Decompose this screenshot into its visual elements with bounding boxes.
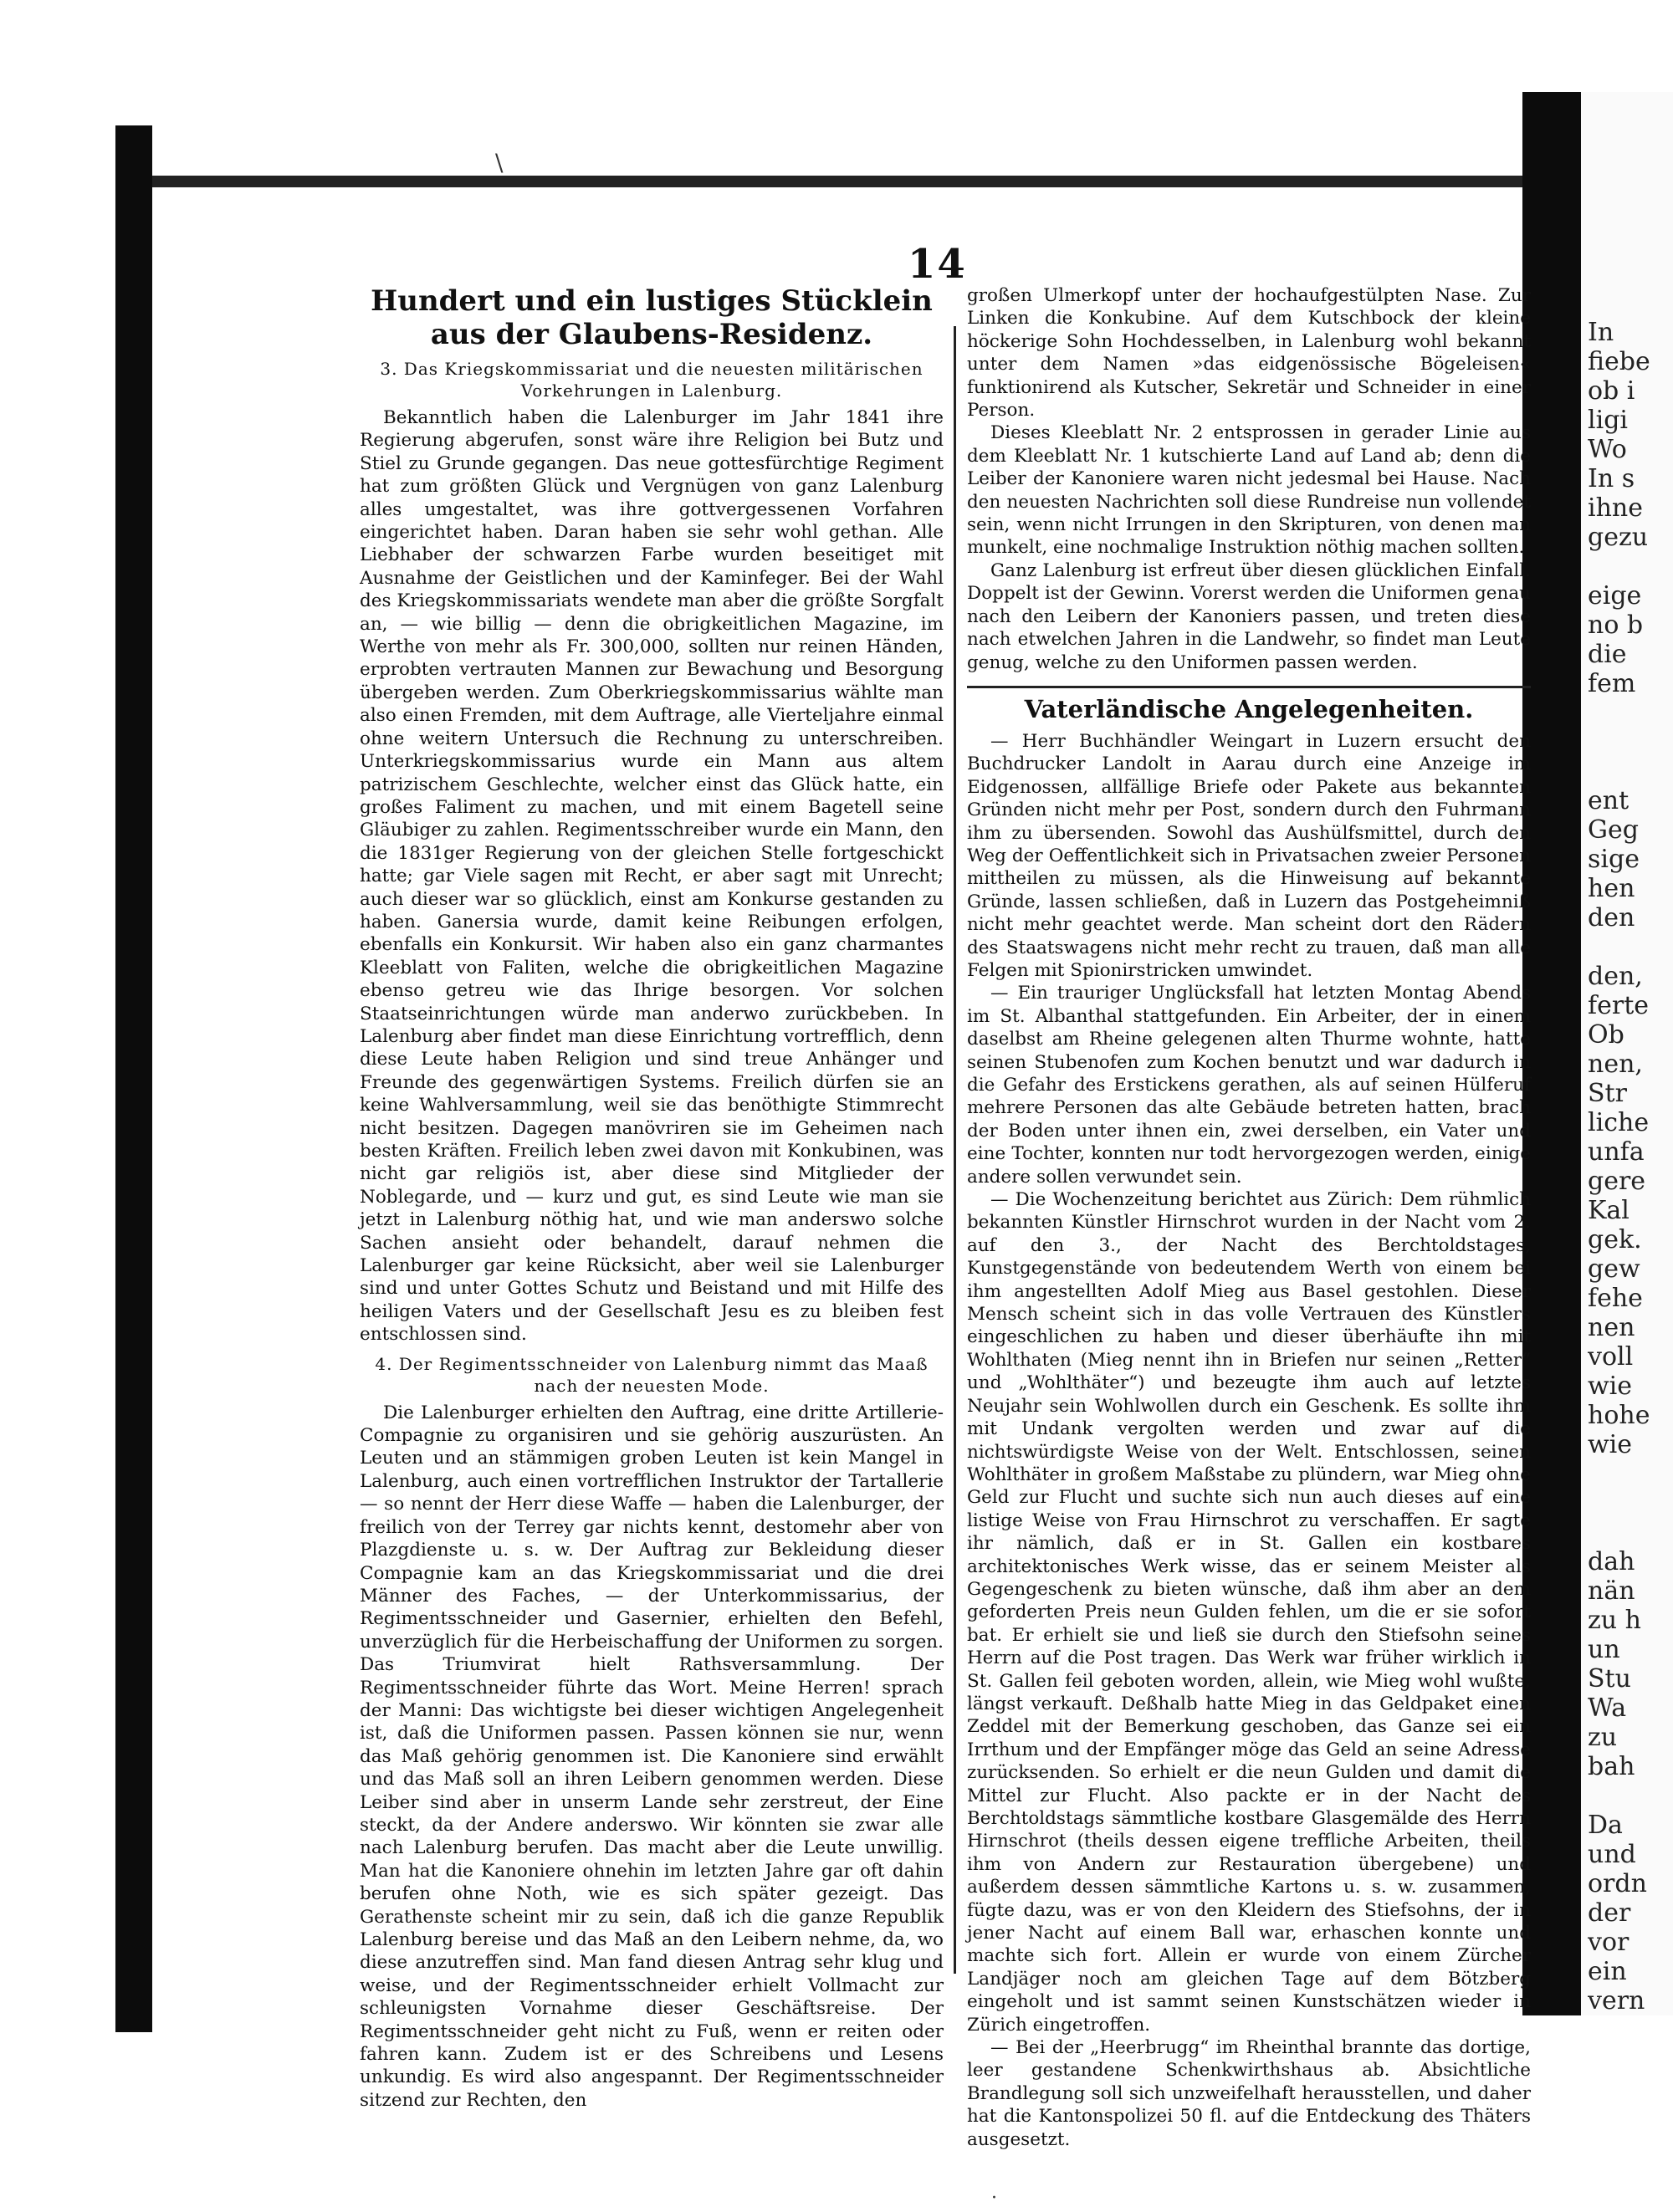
- bleed-through-text: In fiebe ob i ligi Wo In s ihne gezu eige no b die fem ent Geg sige hen den den, ferte Ob nen, Str liche unfa gere Kal gek. gew fehe nen voll wie hohe wie dah nän zu h un Stu Wa zu bah Da und ordn der vor ein vern: [1588, 318, 1650, 2015]
- column-divider: [954, 326, 956, 1974]
- continuation-paragraph-3: Ganz Lalenburg ist erfreut über diesen glücklichen Einfall. Doppelt ist der Gewinn. Vorerst werden die Uniformen genau nach den Leibern der Kanoniers passen, und treten diese nach etwelchen Jahren in die Landwehr, so findet man Leute genug, welche zu den Uniformen passen werden.: [967, 559, 1531, 673]
- news-item-4: — Bei der „Heerbrugg“ im Rheinthal brannte das dortige, leer gestandene Schenkwirthshaus ab. Absichtliche Brandlegung soll sich unzweifelhaft herausstellen, und daher hat die Kantonspolizei 50 fl. auf die Entdeckung des Thäters ausgesetzt.: [967, 2037, 1531, 2150]
- section-heading-vaterlaendische: Vaterländische Angelegenheiten.: [967, 686, 1531, 723]
- continuation-paragraph-1: großen Ulmerkopf unter der hochaufgestülpten Nase. Zur Linken die Konkubine. Auf dem Kutschbock der kleine höckerige Sohn Hochdesselben, in Lalenburg wohl bekannt unter dem Namen »das eidgenössische Bögeleisen« funktionirend als Kutscher, Sekretär und Schneider in einer Person.: [967, 285, 1531, 421]
- scan-edge-left: [115, 125, 152, 2032]
- right-column: [967, 284, 1531, 2151]
- section-3-heading: 3. Das Kriegskommissariat und die neuesten militärischen Vorkehrungen in Lalenburg.: [380, 359, 923, 401]
- news-item-3: — Die Wochenzeitung berichtet aus Zürich: Dem rühmlich bekannten Künstler Hirnschrot wurden in der Nacht vom 2. auf den 3., der Nacht des Berchtoldstages, Kunstgegenstände von bedeutendem Werth von einem bei ihm angestellten Adolf Mieg aus Basel gestohlen. Dieser Mensch scheint sich in das volle Vertrauen des Künstlers eingeschlichen zu haben und dieser überhäufte ihn mit Wohlthaten (Mieg nennt ihn in Briefen nur seinen „Retter“ und „Wohlthäter“) und bezeugte ihm auch auf letztes Neujahr sein Wohlwollen durch ein Geschenk. Es sollte ihm mit Undank vergolten werden und zwar auf die nichtswürdigste Weise von der Welt. Entschlossen, seinen Wohlthäter in großem Maßstabe zu plündern, war Mieg ohne Geld zur Flucht und suchte sich nun auch dieses auf eine listige Weise von Frau Hirnschrot zu verschaffen. Er sagte ihr nämlich, daß er in St. Gallen ein kostbares architektonisches Werk wisse, das er seinem Meister als Gegengeschenk zu bieten wünsche, daß ihm aber an dem geforderten Preis neun Gulden fehlen, um die er sie sofort bat. Er erhielt sie und ließ sie durch den Stiefsohn seines Herrn auf die Post tragen. Das Werk war früher wirklich in St. Gallen feil geboten worden, allein, wie Mieg wohl wußte, längst verkauft. Deßhalb hatte Mieg in das Geldpaket einen Zeddel mit der Bemerkung geschoben, das Ganze sei ein Irrthum und der Empfänger möge das Geld an seine Adresse zurücksenden. So erhielt er die neun Gulden und damit die Mittel zur Flucht. Also packte er in der Nacht des Berchtoldstags sämmtliche kostbare Glasgemälde des Herrn Hirnschrot (theils dessen eigene treffliche Arbeiten, theils ihm von Andern zur Restauration übergebene) und außerdem dessen sämmtliche Kartons u. s. w. zusammen, fügte dazu, was er von den Kleidern des Stiefsohns, der in jener Nacht auf einem Ball war, erhaschen konnte und machte sich fort. Allein er wurde von einem Zürcher Landjäger noch am gleichen Tage auf dem Bötzberg eingeholt und ist sammt seinen Kunstschätzen wieder in Zürich eingetroffen.: [967, 1189, 1531, 2036]
- scan-mark-top: \: [495, 149, 504, 176]
- article-title: Hundert und ein lustiges Stücklein aus der Glaubens-Residenz.: [371, 284, 933, 351]
- continuation-paragraph-2: Dieses Kleeblatt Nr. 2 entsprossen in gerader Linie aus dem Kleeblatt Nr. 1 kutschierte Land auf Land ab; denn die Leiber der Kanoniere waren nicht jedesmal bei Hause. Nach den neuesten Nachrichten soll diese Rundreise nun vollendet sein, wenn nicht Irrungen in den Skripturen, von denen man munkelt, eine nochmalige Instruktion nöthig machen sollten.: [967, 422, 1531, 559]
- left-column: [360, 284, 944, 2112]
- page-number: 14: [908, 241, 967, 288]
- section-4-paragraph: Die Lalenburger erhielten den Auftrag, eine dritte Artillerie-Compagnie zu organisiren und sie gehörig auszurüsten. An Leuten und an stämmigen groben Leuten ist kein Mangel in Lalenburg, auch einen vortrefflichen Instruktor der Tartallerie — so nennt der Herr diese Waffe — haben die Lalenburger, der freilich von der Terrey gar nichts kennt, destomehr aber von Plazgdienste u. s. w. Der Auftrag zur Bekleidung dieser Compagnie kam an das Kriegskommissariat und die drei Männer des Faches, — der Unterkommissarius, der Regimentsschneider und Gasernier, erhielten den Befehl, unverzüglich für die Herbeischaffung der Uniformen zu sorgen. Das Triumvirat hielt Rathsversammlung. Der Regimentsschneider führte das Wort. Meine Herren! sprach der Manni: Das wichtigste bei dieser wichtigen Angelegenheit ist, daß die Uniformen passen. Passen können sie nur, wenn das Maß gehörig genommen ist. Die Kanoniere sind erwählt und das Maß soll an ihren Leibern genommen werden. Diese Leiber sind aber in unserm Lande sehr zerstreut, der Eine steckt, da der Andere anderswo. Wir könnten sie zwar alle nach Lalenburg berufen. Das macht aber die Leute unwillig. Man hat die Kanoniere ohnehin im letzten Jahre gar oft dahin berufen ohne Noth, wie es sich später gezeigt. Das Gerathenste scheint mir zu sein, daß ich die ganze Republik Lalenburg bereise und das Maß an den Leibern nehme, da, wo diese anzutreffen sind. Man fand diesen Antrag sehr klug und weise, und der Regimentsschneider erhielt Vollmacht zur schleunigsten Vornahme dieser Geschäftsreise. Der Regimentsschneider geht nicht zu Fuß, wenn er reiten oder fahren kann. Zudem ist er des Schreibens und Lesens unkundig. Es wird also angespannt. Der Regimentsschneider sitzend zur Rechten, den: [360, 1402, 944, 2111]
- scan-edge-right: [1522, 92, 1581, 2015]
- news-item-2: — Ein trauriger Unglücksfall hat letzten Montag Abends im St. Albanthal stattgefunden. Ein Arbeiter, der in einem daselbst am Rheine gelegenen alten Thurme wohnte, hatte seinen Stubenofen zum Kochen benutzt und war dadurch in die Gefahr des Erstickens gerathen, als auf seinen Hülferuf mehrere Personen das alte Gebäude betreten hatten, brach der Boden unter ihnen ein, zwei derselben, ein Vater und eine Tochter, konnten nur todt hervorgezogen werden, einige andere sollen verwundet sein.: [967, 983, 1531, 1188]
- section-4-heading: 4. Der Regimentsschneider von Lalenburg nimmt das Maaß nach der neuesten Mode.: [375, 1353, 929, 1396]
- scan-edge-top: [152, 176, 1524, 187]
- scan-mark-bottom: ·: [991, 2188, 997, 2209]
- news-item-1: — Herr Buchhändler Weingart in Luzern ersucht den Buchdrucker Landolt in Aarau durch eine Anzeige im Eidgenossen, allfällige Briefe oder Pakete aus bekannten Gründen nicht mehr per Post, sondern durch den Fuhrmann ihm zu übersenden. Sowohl das Aushülfsmittel, durch den Weg der Oeffentlichkeit sich in Privatsachen zweier Personen mittheilen zu müssen, als die Hinweisung auf bekannte Gründe, lassen schließen, daß in Luzern das Postgeheimniß nicht mehr geachtet werde. Man scheint dort den Rädern des Staatswagens nicht mehr recht zu trauen, daß man alle Felgen mit Spionirstricken umwindet.: [967, 730, 1531, 981]
- section-3-paragraph: Bekanntlich haben die Lalenburger im Jahr 1841 ihre Regierung abgerufen, sonst wäre ihre Religion bei Butz und Stiel zu Grunde gegangen. Das neue gottesfürchtige Regiment hat zum größten Glück und Vergnügen von ganz Lalenburg alles umgestaltet, was ihre gottvergessenen Vorfahren eingerichtet haben. Daran haben sie sehr wohl gethan. Alle Liebhaber der schwarzen Farbe wurden beseitiget mit Ausnahme der Geistlichen und der Kaminfeger. Bei der Wahl des Kriegskommissariats wendete man aber die größte Sorgfalt an, — wie billig — denn die obrigkeitlichen Magazine, im Werthe von mehr als Fr. 300,000, sollten nur reinen Händen, erprobten vertrauten Mannen zur Bewachung und Besorgung übergeben werden. Zum Oberkriegskommissarius wählte man also einen Fremden, mit dem Auftrage, alle Vierteljahre einmal ohne weitern Untersuch die Rechnung zu unterschreiben. Unterkriegskommissarius wurde ein Mann aus altem patrizischem Geschlechte, welcher einst das Glück hatte, ein großes Faliment zu machen, und mit einem Bagetell seine Gläubiger zu zahlen. Regimentsschreiber wurde ein Mann, den die 1831ger Regierung von der gleichen Stelle fortgeschickt hatte; gar Viele sagen mit Recht, er aber sagt mit Unrecht; auch dieser war so glücklich, einst am Konkurse gestanden zu haben. Ganersia wurde, damit keine Reibungen erfolgen, ebenfalls ein Konkursit. Wir haben also ein ganz charmantes Kleeblatt von Faliten, welche die obrigkeitlichen Magazine ebenso getreu wie das Ihrige besorgen. Vor solchen Staatseinrichtungen würde man anderwo zurückbeben. In Lalenburg aber findet man diese Einrichtung vortrefflich, denn diese Leute haben Religion und sind treue Anhänger und Freunde des gegenwärtigen Systems. Freilich dürfen sie an keine Wahlversammlung, weil sie das benöthigte Stimmrecht nicht besitzen. Dagegen manövriren sie im Geheimen nach besten Kräften. Freilich leben zwei davon mit Konkubinen, was nicht gar religiös ist, aber diese sind Mitglieder der Noblegarde, und — kurz und gut, es sind Leute wie man sie jetzt in Lalenburg nöthig hat, und wie man anderswo solche Sachen ansieht oder behandelt, darauf nehmen die Lalenburger gar keine Rücksicht, aber weil sie Lalenburger sind und unter Gottes Schutz und Beistand und mit Hilfe des heiligen Vaters und der Gesellschaft Jesu es zu bleiben fest entschlossen sind.: [360, 407, 944, 1346]
